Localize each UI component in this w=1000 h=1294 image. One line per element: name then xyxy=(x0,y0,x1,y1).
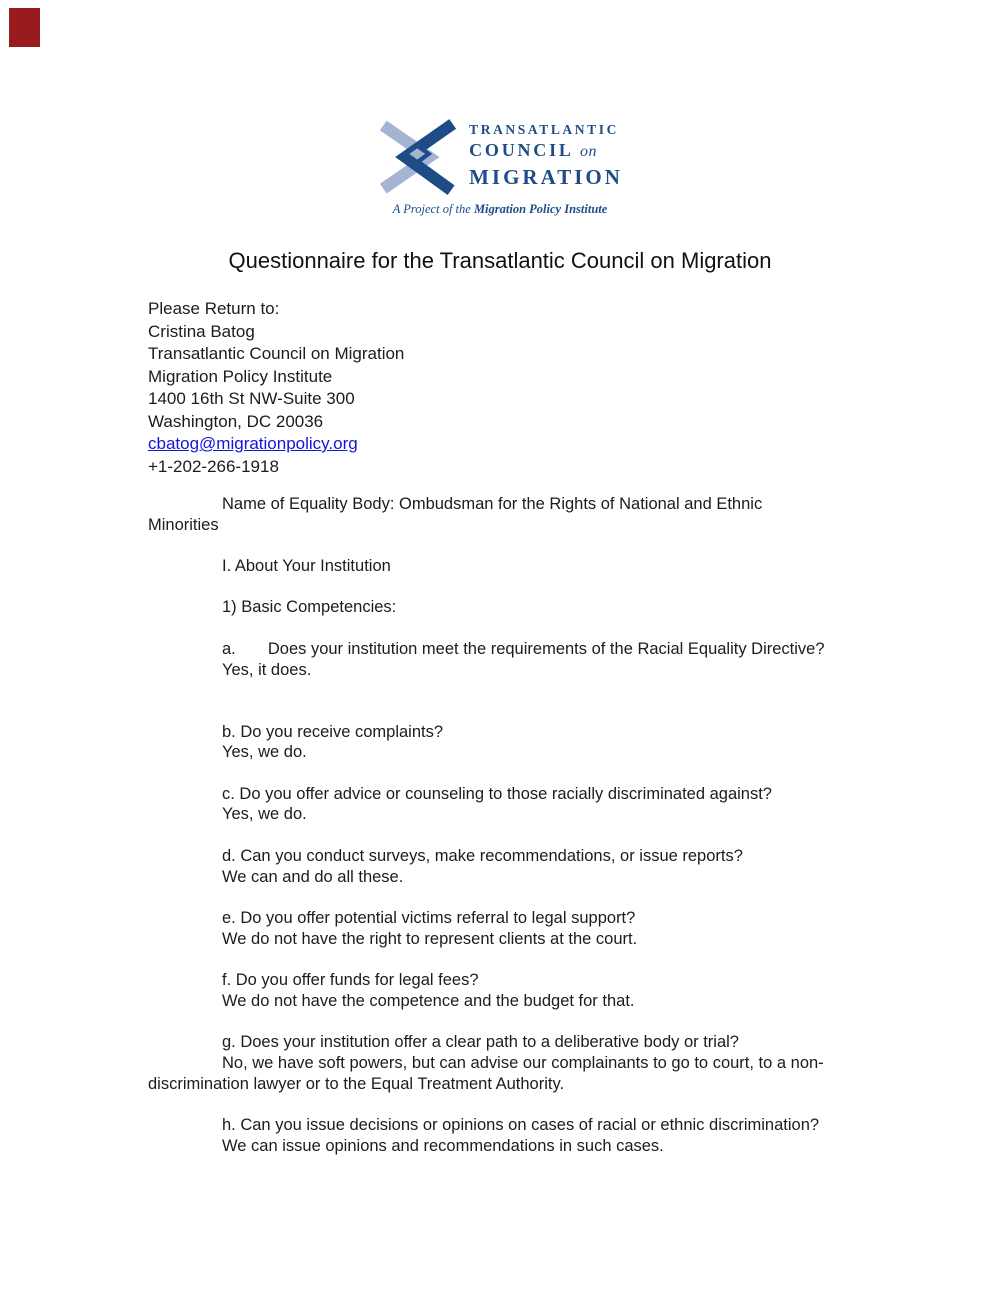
document-line: We do not have the competence and the budget for that. xyxy=(222,991,635,1010)
blank-line xyxy=(148,763,960,784)
logo xyxy=(0,0,1000,217)
document-line: We can issue opinions and recommendations in such cases. xyxy=(222,1136,664,1155)
contact-block xyxy=(148,298,1000,478)
document-line: We can and do all these. xyxy=(222,867,404,886)
document-line: No, we have soft powers, but can advise our complainants to go to court, to a non- xyxy=(222,1053,824,1072)
document-line: 1) Basic Competencies: xyxy=(222,598,397,617)
blank-line xyxy=(148,1094,960,1115)
document-line: d. Can you conduct surveys, make recommendations, or issue reports? xyxy=(222,846,743,865)
council-x-logo-icon xyxy=(377,116,459,195)
document-line: Yes, we do. xyxy=(222,805,307,824)
logo-wordmark xyxy=(469,121,623,190)
document-line: g. Does your institution offer a clear path to a deliberative body or trial? xyxy=(222,1033,739,1052)
contact-line: Please Return to: xyxy=(148,299,280,318)
document-line: We do not have the right to represent clients at the court. xyxy=(222,929,638,948)
document-line: discrimination lawyer or to the Equal Treatment Authority. xyxy=(148,1074,565,1093)
logo-line-council: COUNCIL on xyxy=(469,140,598,160)
logo-line-migration: MIGRATION xyxy=(469,165,623,189)
document-line: a. Does your institution meet the requirements of the Racial Equality Directive? xyxy=(222,639,825,658)
blank-line xyxy=(148,535,960,556)
blank-line xyxy=(148,825,960,846)
blank-line xyxy=(148,680,960,701)
email-link[interactable]: cbatog@migrationpolicy.org xyxy=(148,434,358,453)
blank-line xyxy=(148,949,960,970)
blank-line xyxy=(148,1011,960,1032)
contact-line: Transatlantic Council on Migration xyxy=(148,344,405,363)
blank-line xyxy=(148,577,960,598)
document-line: h. Can you issue decisions or opinions on cases of racial or ethnic discrimination? xyxy=(222,1115,820,1134)
document-line: Minorities xyxy=(148,515,219,534)
logo-tagline: A Project of the Migration Policy Institute xyxy=(392,202,608,216)
blank-line xyxy=(148,887,960,908)
page-title: Questionnaire for the Transatlantic Council on Migration xyxy=(228,248,772,273)
document-line: Name of Equality Body: Ombudsman for the Rights of National and Ethnic xyxy=(222,495,763,513)
contact-line: Cristina Batog xyxy=(148,321,255,341)
contact-line: Washington, DC 20036 xyxy=(148,411,324,431)
annotation-marker xyxy=(9,8,40,47)
blank-line xyxy=(148,701,960,722)
contact-line: 1400 16th St NW-Suite 300 xyxy=(148,389,355,408)
document-line: Yes, it does. xyxy=(222,660,312,679)
blank-line xyxy=(148,618,960,639)
logo-line-transatlantic: TRANSATLANTIC xyxy=(469,122,619,137)
document-line: b. Do you receive complaints? xyxy=(222,722,444,741)
phone-number: +1-202-266-1918 xyxy=(148,456,279,476)
document-line: c. Do you offer advice or counseling to those racially discriminated against? xyxy=(222,784,772,803)
document-line: Yes, we do. xyxy=(222,743,307,762)
document-line: I. About Your Institution xyxy=(222,557,391,576)
contact-line: Migration Policy Institute xyxy=(148,366,333,386)
document-line: e. Do you offer potential victims referral to legal support? xyxy=(222,908,636,927)
document-body xyxy=(148,494,960,1156)
document-line: f. Do you offer funds for legal fees? xyxy=(222,971,479,990)
